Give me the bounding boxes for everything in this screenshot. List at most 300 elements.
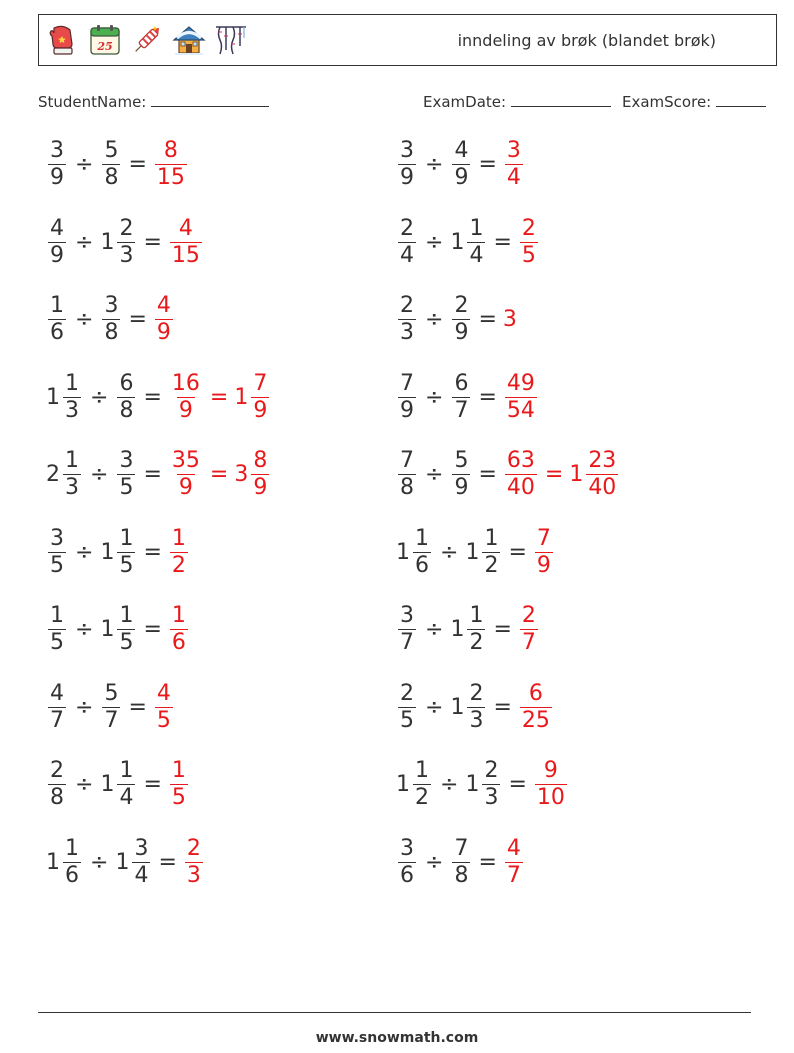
fraction	[520, 605, 538, 654]
mixed-number	[234, 370, 271, 423]
divide-sign: ÷	[90, 849, 109, 875]
mixed-number	[450, 295, 472, 344]
whole-part: 1	[396, 772, 410, 797]
exam-date-blank[interactable]	[511, 92, 611, 107]
numerator: 1	[65, 448, 79, 473]
mixed-number	[396, 295, 418, 344]
numerator: 35	[171, 448, 200, 473]
denominator: 5	[156, 707, 171, 733]
fraction	[467, 215, 485, 268]
fraction	[48, 215, 66, 268]
fraction	[48, 140, 66, 189]
mixed-number	[450, 605, 487, 654]
equals-sign: =	[128, 307, 147, 332]
answer	[183, 835, 205, 888]
numerator: 49	[506, 370, 535, 396]
numerator: 1	[65, 835, 79, 861]
fraction	[63, 835, 81, 888]
mixed-number	[115, 450, 137, 499]
fraction	[452, 835, 470, 888]
numerator: 2	[454, 293, 469, 318]
mixed-number	[100, 760, 137, 809]
fraction	[155, 140, 187, 189]
worksheet-header	[38, 14, 777, 66]
denominator: 25	[521, 707, 550, 733]
fraction	[398, 680, 416, 733]
mixed-number	[100, 525, 137, 578]
denominator: 6	[65, 862, 79, 888]
whole-part: 1	[396, 539, 410, 565]
fraction	[170, 525, 188, 578]
denominator: 4	[119, 785, 134, 810]
fraction	[63, 370, 81, 423]
equals-sign: =	[478, 384, 497, 410]
problem-15	[46, 680, 175, 733]
fraction	[170, 450, 202, 499]
mixed-number	[168, 370, 204, 423]
divide-sign: ÷	[90, 384, 109, 410]
answer-equals-sign: =	[209, 384, 229, 410]
answer	[518, 215, 540, 268]
mixed-number	[100, 605, 137, 654]
fraction	[63, 450, 81, 499]
exam-date-label: ExamDate:	[423, 93, 507, 111]
equals-sign: =	[508, 539, 527, 565]
numerator: 7	[253, 370, 268, 396]
problem-14	[396, 605, 540, 654]
numerator: 6	[454, 370, 469, 396]
numerator: 1	[171, 525, 186, 551]
fraction	[413, 760, 431, 809]
fraction	[117, 215, 135, 268]
mixed-number	[518, 215, 540, 268]
fraction	[117, 760, 135, 809]
mixed-number	[396, 835, 418, 888]
denominator: 7	[400, 630, 414, 655]
denominator: 3	[186, 862, 201, 888]
problem-5	[46, 295, 175, 344]
denominator: 8	[400, 475, 414, 500]
answer	[168, 760, 190, 809]
numerator: 23	[588, 448, 617, 473]
answer	[153, 295, 175, 344]
answer	[168, 450, 271, 499]
denominator: 8	[119, 397, 134, 423]
divide-sign: ÷	[425, 307, 444, 332]
denominator: 4	[134, 862, 149, 888]
mixed-number	[168, 215, 204, 268]
equals-sign: =	[478, 849, 497, 875]
numerator: 4	[506, 835, 521, 861]
answer	[503, 140, 525, 189]
mitten-icon	[45, 22, 81, 58]
fraction	[48, 525, 66, 578]
divide-sign: ÷	[440, 772, 459, 797]
numerator: 7	[400, 370, 414, 396]
whole-part: 1	[465, 539, 480, 565]
problem-9	[46, 450, 271, 499]
fraction	[520, 215, 538, 268]
fraction	[398, 605, 416, 654]
problem-4	[396, 215, 540, 268]
exam-score-field	[622, 92, 766, 111]
mixed-number	[100, 140, 122, 189]
numerator: 7	[454, 835, 469, 861]
mixed-number	[396, 450, 418, 499]
numerator: 63	[506, 448, 535, 473]
student-name-blank[interactable]	[151, 92, 269, 107]
whole-part: 3	[234, 462, 249, 487]
mixed-number	[115, 370, 137, 423]
numerator: 4	[50, 680, 64, 706]
fraction	[467, 605, 485, 654]
problem-16	[396, 680, 554, 733]
snowy-house-icon	[171, 22, 207, 58]
numerator: 2	[521, 603, 536, 628]
mixed-number	[100, 680, 122, 733]
numerator: 1	[50, 603, 64, 628]
denominator: 40	[588, 475, 617, 500]
denominator: 9	[536, 552, 551, 578]
mixed-number	[46, 760, 68, 809]
equals-sign: =	[143, 384, 162, 410]
denominator: 8	[50, 785, 64, 810]
mixed-number	[396, 680, 418, 733]
denominator: 3	[119, 242, 134, 268]
equals-sign: =	[493, 617, 512, 642]
fraction	[482, 760, 500, 809]
divide-sign: ÷	[75, 152, 94, 177]
exam-score-label: ExamScore:	[622, 93, 712, 111]
denominator: 3	[65, 397, 79, 423]
mixed-number	[168, 605, 190, 654]
denominator: 9	[50, 165, 64, 190]
denominator: 54	[506, 397, 535, 423]
answer	[503, 307, 518, 332]
fraction	[251, 370, 269, 423]
fraction	[398, 140, 416, 189]
denominator: 7	[521, 630, 536, 655]
divide-sign: ÷	[75, 229, 94, 255]
problem-8	[396, 370, 539, 423]
fraction	[520, 680, 552, 733]
numerator: 1	[119, 758, 134, 783]
numerator: 2	[50, 758, 64, 783]
answer	[503, 835, 525, 888]
mixed-number	[450, 680, 487, 733]
denominator: 3	[469, 707, 484, 733]
whole-part: 1	[115, 849, 130, 875]
equals-sign: =	[128, 694, 147, 720]
mixed-number	[569, 450, 620, 499]
denominator: 6	[171, 630, 186, 655]
fraction	[452, 450, 470, 499]
answer	[153, 680, 175, 733]
firework-rocket-icon	[129, 22, 165, 58]
answer	[503, 370, 539, 423]
fraction	[413, 525, 431, 578]
numerator: 3	[134, 835, 149, 861]
whole-part: 1	[100, 772, 115, 797]
numerator: 7	[400, 448, 414, 473]
fraction	[117, 450, 135, 499]
mixed-number	[46, 215, 68, 268]
denominator: 5	[119, 630, 134, 655]
mixed-number	[396, 760, 433, 809]
mixed-number	[100, 295, 122, 344]
problem-18	[396, 760, 569, 809]
mixed-number	[503, 835, 525, 888]
student-name-field	[38, 92, 269, 111]
fraction	[117, 525, 135, 578]
fraction	[170, 215, 202, 268]
mixed-number	[46, 680, 68, 733]
mixed-number	[503, 450, 539, 499]
denominator: 5	[171, 785, 186, 810]
divide-sign: ÷	[425, 229, 444, 255]
numerator: 9	[543, 758, 558, 783]
answer-equals-sign: =	[209, 462, 229, 487]
mixed-number	[46, 605, 68, 654]
problem-20	[396, 835, 525, 888]
divide-sign: ÷	[425, 849, 444, 875]
answer	[153, 140, 189, 189]
fraction	[505, 140, 523, 189]
mixed-number	[465, 760, 502, 809]
denominator: 8	[104, 320, 119, 345]
denominator: 3	[484, 785, 499, 810]
denominator: 10	[536, 785, 565, 810]
denominator: 9	[178, 397, 193, 423]
denominator: 6	[50, 320, 64, 345]
numerator: 7	[536, 525, 551, 551]
denominator: 7	[454, 397, 469, 423]
mixed-number	[46, 835, 83, 888]
denominator: 40	[506, 475, 535, 500]
mixed-number	[153, 140, 189, 189]
calendar-day: 25	[97, 40, 113, 53]
numerator: 3	[506, 138, 521, 163]
equals-sign: =	[478, 462, 497, 487]
problem-10	[396, 450, 620, 499]
fraction	[48, 760, 66, 809]
denominator: 8	[454, 862, 469, 888]
problem-6	[396, 295, 518, 344]
numerator: 8	[163, 138, 178, 163]
equals-sign: =	[478, 307, 497, 332]
whole-part: 1	[234, 384, 249, 410]
numerator: 1	[119, 603, 134, 628]
footer-divider	[38, 1012, 751, 1013]
problem-13	[46, 605, 190, 654]
numerator: 2	[400, 215, 414, 241]
answer	[533, 525, 555, 578]
icicles-icon	[213, 22, 249, 58]
fraction	[251, 450, 269, 499]
numerator: 3	[50, 525, 64, 551]
numerator: 1	[415, 525, 429, 551]
divide-sign: ÷	[75, 772, 94, 797]
numerator: 3	[400, 835, 414, 861]
numerator: 4	[50, 215, 64, 241]
fraction	[452, 370, 470, 423]
fraction	[48, 295, 66, 344]
numerator: 3	[104, 293, 119, 318]
divide-sign: ÷	[440, 539, 459, 565]
footer-url: www.snowmath.com	[315, 1030, 479, 1046]
fraction	[48, 680, 66, 733]
denominator: 9	[454, 475, 469, 500]
mixed-number	[168, 450, 204, 499]
mixed-number	[168, 760, 190, 809]
denominator: 2	[469, 630, 484, 655]
fraction	[170, 760, 188, 809]
denominator: 5	[50, 630, 64, 655]
numerator: 1	[119, 525, 134, 551]
denominator: 6	[400, 862, 414, 888]
whole-part: 3	[502, 307, 517, 332]
answer-equals-sign: =	[544, 462, 564, 487]
answer	[168, 525, 190, 578]
denominator: 4	[400, 242, 414, 268]
mixed-number	[153, 680, 175, 733]
numerator: 1	[469, 603, 484, 628]
denominator: 5	[119, 552, 134, 578]
answer	[518, 605, 540, 654]
exam-score-blank[interactable]	[716, 92, 766, 107]
mixed-number	[234, 450, 271, 499]
numerator: 1	[171, 603, 186, 628]
denominator: 2	[415, 785, 429, 810]
fraction	[170, 605, 188, 654]
numerator: 4	[156, 680, 171, 706]
numerator: 1	[65, 370, 79, 396]
whole-part: 1	[450, 229, 465, 255]
divide-sign: ÷	[75, 307, 94, 332]
denominator: 2	[171, 552, 186, 578]
numerator: 8	[253, 448, 268, 473]
mixed-number	[46, 450, 83, 499]
numerator: 1	[171, 758, 186, 783]
whole-part: 1	[450, 694, 465, 720]
denominator: 8	[104, 165, 119, 190]
fraction	[505, 835, 523, 888]
mixed-number	[46, 295, 68, 344]
problem-17	[46, 760, 190, 809]
equals-sign: =	[478, 152, 497, 177]
denominator: 15	[156, 165, 185, 190]
equals-sign: =	[143, 539, 162, 565]
mixed-number	[533, 525, 555, 578]
equals-sign: =	[143, 229, 162, 255]
divide-sign: ÷	[75, 694, 94, 720]
denominator: 9	[50, 242, 64, 268]
numerator: 2	[521, 215, 536, 241]
numerator: 4	[454, 138, 469, 163]
mixed-number	[450, 215, 487, 268]
denominator: 9	[253, 475, 268, 500]
mixed-number	[396, 140, 418, 189]
mixed-number	[100, 215, 137, 268]
answer	[533, 760, 569, 809]
numerator: 16	[171, 370, 200, 396]
mixed-number	[168, 525, 190, 578]
mixed-number	[503, 307, 518, 332]
mixed-number	[450, 370, 472, 423]
mixed-number	[153, 295, 175, 344]
divide-sign: ÷	[425, 384, 444, 410]
equals-sign: =	[493, 229, 512, 255]
numerator: 4	[156, 293, 171, 318]
denominator: 7	[506, 862, 521, 888]
mixed-number	[115, 835, 152, 888]
denominator: 9	[400, 397, 414, 423]
fraction	[170, 370, 202, 423]
denominator: 3	[400, 320, 414, 345]
mixed-number	[465, 525, 502, 578]
problem-7	[46, 370, 271, 423]
worksheet-title: inndeling av brøk (blandet brøk)	[457, 31, 716, 50]
fraction	[117, 605, 135, 654]
numerator: 1	[469, 215, 484, 241]
denominator: 5	[119, 475, 134, 500]
denominator: 7	[104, 707, 119, 733]
fraction	[48, 605, 66, 654]
numerator: 5	[104, 680, 119, 706]
denominator: 6	[415, 552, 429, 578]
problem-3	[46, 215, 204, 268]
numerator: 4	[178, 215, 193, 241]
fraction	[102, 680, 120, 733]
equals-sign: =	[143, 617, 162, 642]
header-icons	[45, 22, 249, 58]
denominator: 9	[156, 320, 171, 345]
fraction	[452, 140, 470, 189]
mixed-number	[503, 140, 525, 189]
denominator: 2	[484, 552, 499, 578]
numerator: 2	[400, 293, 414, 318]
denominator: 5	[400, 707, 414, 733]
denominator: 9	[400, 165, 414, 190]
fraction	[535, 525, 553, 578]
answer	[168, 605, 190, 654]
mixed-number	[450, 450, 472, 499]
fraction	[505, 450, 537, 499]
numerator: 1	[484, 525, 499, 551]
whole-part: 1	[100, 539, 115, 565]
numerator: 1	[415, 758, 429, 783]
numerator: 5	[454, 448, 469, 473]
problem-19	[46, 835, 205, 888]
mixed-number	[518, 680, 554, 733]
mixed-number	[450, 835, 472, 888]
equals-sign: =	[128, 152, 147, 177]
whole-part: 2	[46, 462, 60, 487]
mixed-number	[450, 140, 472, 189]
divide-sign: ÷	[425, 152, 444, 177]
divide-sign: ÷	[425, 617, 444, 642]
fraction	[452, 295, 470, 344]
denominator: 3	[65, 475, 79, 500]
problem-2	[396, 140, 525, 189]
equals-sign: =	[508, 772, 527, 797]
whole-part: 1	[46, 384, 60, 410]
answer	[168, 370, 271, 423]
denominator: 9	[454, 165, 469, 190]
whole-part: 1	[46, 849, 60, 875]
denominator: 4	[506, 165, 521, 190]
numerator: 2	[119, 215, 134, 241]
